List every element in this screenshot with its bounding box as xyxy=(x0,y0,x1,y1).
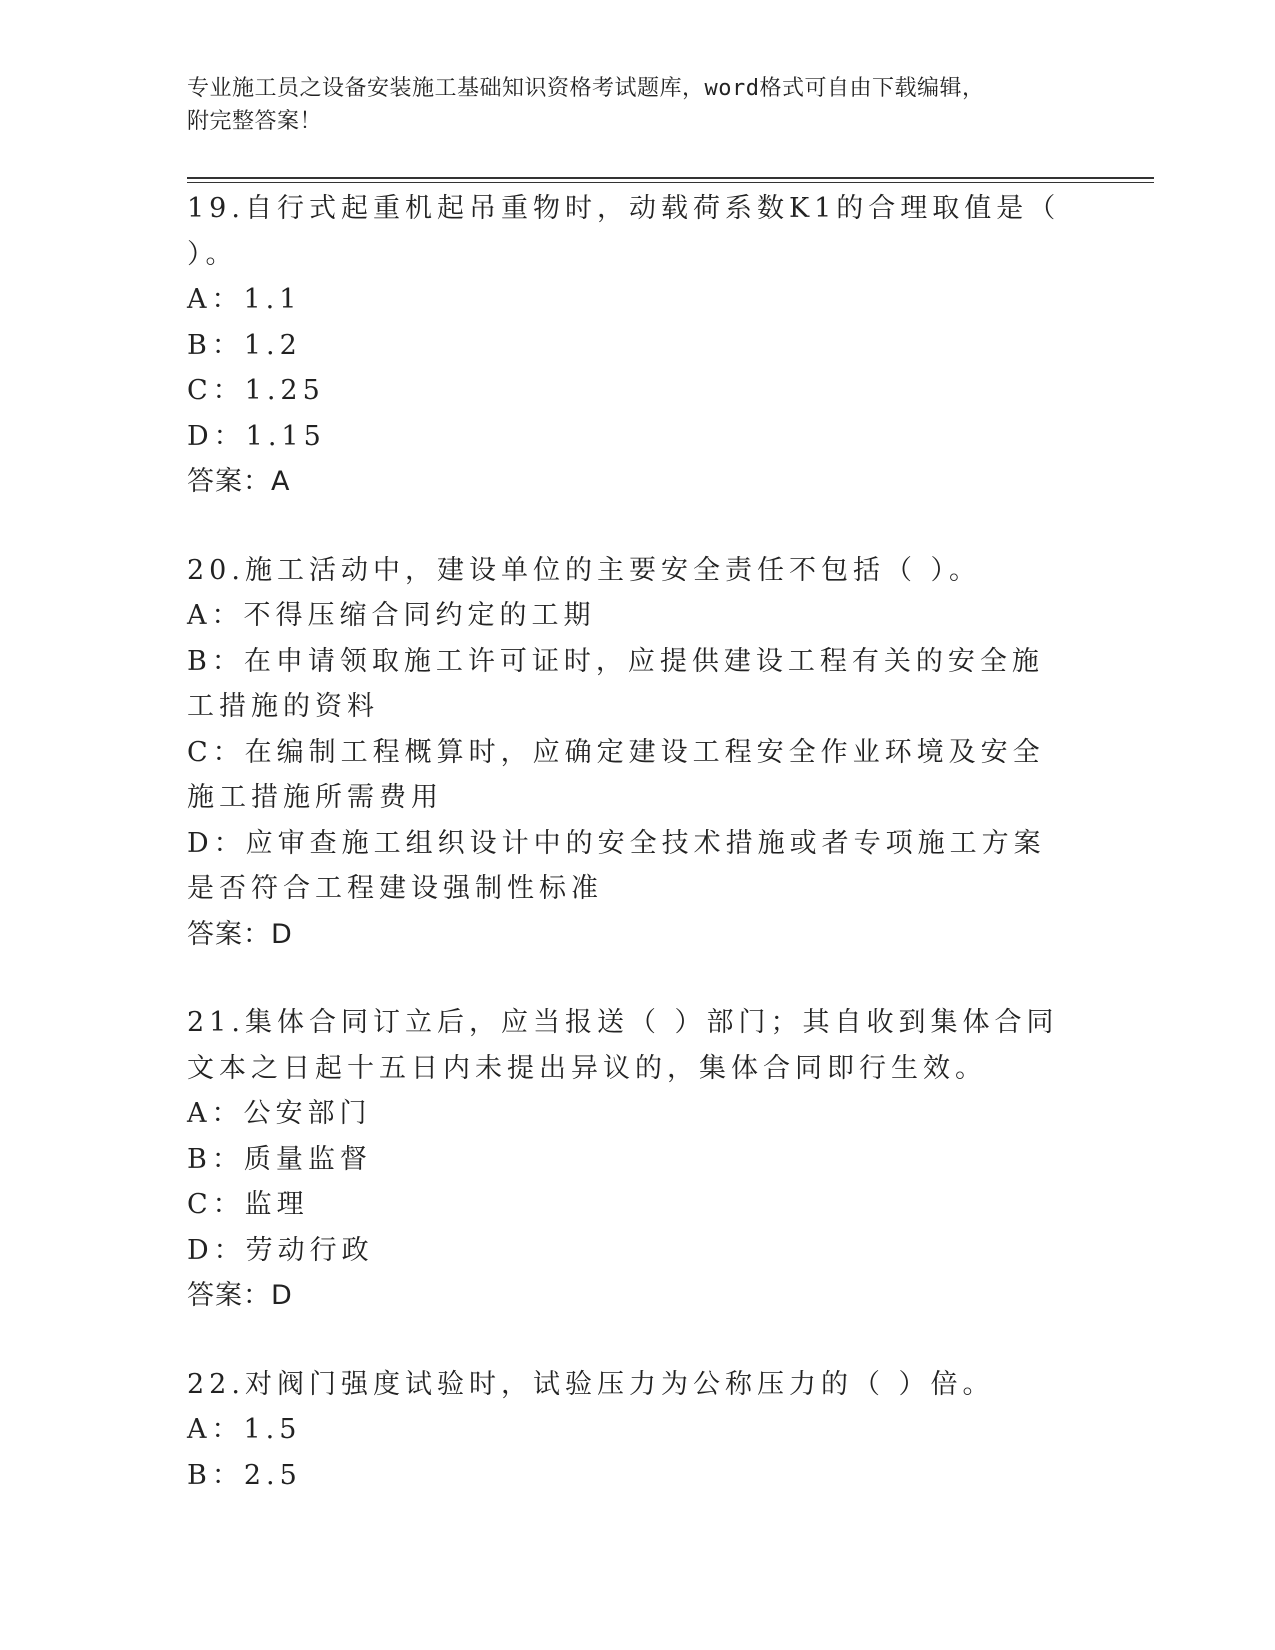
option-b: B：质量监督 xyxy=(187,1143,372,1175)
option-d: D：应审查施工组织设计中的安全技术措施或者专项施工方案是否符合工程建设强制性标准 xyxy=(187,827,1046,904)
answer-line: 答案：A xyxy=(187,466,291,497)
question-spacer xyxy=(187,505,1067,548)
option-b: B：在申请领取施工许可证时，应提供建设工程有关的安全施工措施的资料 xyxy=(187,645,1044,722)
option-a: A：不得压缩合同约定的工期 xyxy=(187,600,596,631)
question-spacer xyxy=(187,1319,1067,1362)
option-a: A：1.5 xyxy=(187,1414,302,1445)
option-c: C：监理 xyxy=(187,1189,309,1220)
question-20 xyxy=(187,548,1067,958)
question-text: 20.施工活动中，建设单位的主要安全责任不包括（ ）。 xyxy=(187,554,982,586)
question-text: 19.自行式起重机起吊重物时，动载荷系数K1的合理取值是（ ）。 xyxy=(187,193,1061,270)
option-c: C：在编制工程概算时，应确定建设工程安全作业环境及安全施工措施所需费用 xyxy=(187,736,1045,813)
header-divider-thick xyxy=(187,177,1154,179)
header-line-2: 附完整答案！ xyxy=(187,109,323,134)
option-a: A：公安部门 xyxy=(187,1098,372,1129)
header-divider-thin xyxy=(187,182,1154,183)
header-line-1: 专业施工员之设备安装施工基础知识资格考试题库，word格式可自由下载编辑， xyxy=(187,76,985,101)
question-list xyxy=(187,186,1067,1498)
question-22 xyxy=(187,1362,1067,1499)
option-b: B：1.2 xyxy=(187,329,302,361)
option-d: D：劳动行政 xyxy=(187,1234,374,1266)
option-a: A：1.1 xyxy=(187,284,302,315)
option-b: B：2.5 xyxy=(187,1459,302,1491)
document-header xyxy=(187,72,1067,138)
option-c: C：1.25 xyxy=(187,375,325,406)
question-21 xyxy=(187,1000,1067,1319)
question-text: 21.集体合同订立后，应当报送（ ）部门；其自收到集体合同文本之日起十五日内未提出异议的，集体合同即行生效。 xyxy=(187,1007,1059,1084)
question-19 xyxy=(187,186,1067,505)
question-spacer xyxy=(187,957,1067,1000)
answer-line: 答案：D xyxy=(187,918,293,950)
answer-line: 答案：D xyxy=(187,1280,293,1311)
option-d: D：1.15 xyxy=(187,420,326,452)
question-text: 22.对阀门强度试验时，试验压力为公称压力的（ ）倍。 xyxy=(187,1368,995,1400)
